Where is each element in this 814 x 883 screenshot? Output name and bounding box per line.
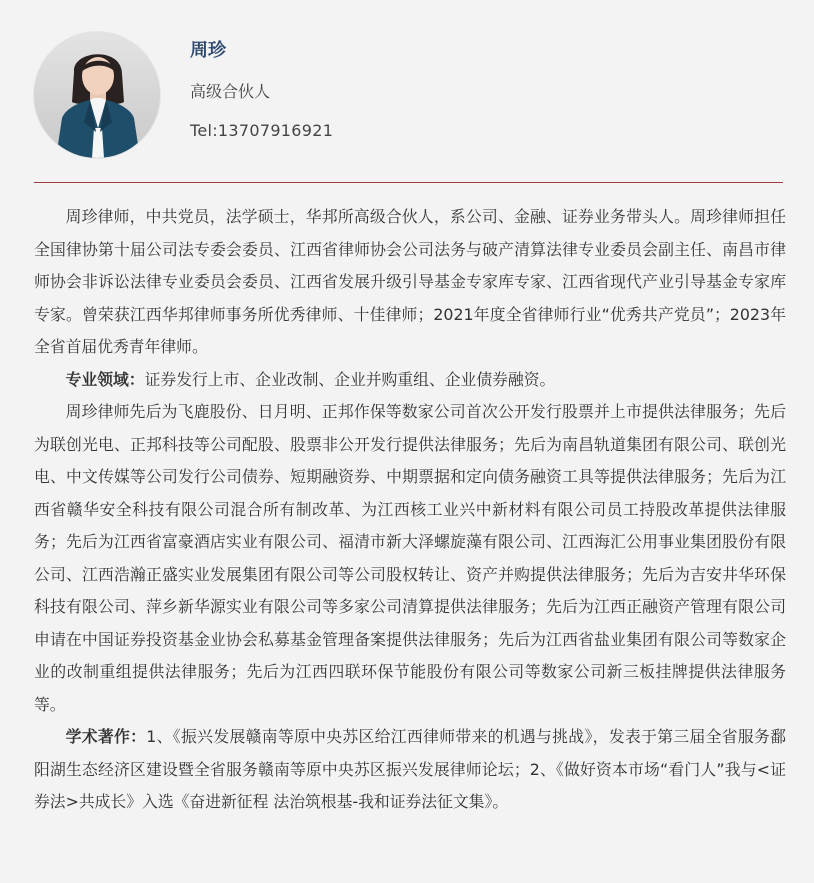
profile-title: 高级合伙人 <box>190 82 271 101</box>
bio-specialty <box>34 364 786 397</box>
specialty-label: 专业领域： <box>65 369 145 389</box>
bio-experience: 周珍律师先后为飞鹿股份、日月明、正邦作保等数家公司首次公开发行股票并上市提供法律服务；先后为联创光电、正邦科技等公司配股、股票非公开发行提供法律服务；先后为南昌轨道集团有限公司、联创光电、中文传媒等公司发行公司债券、短期融资券、中期票据和定向债务融资工具等提供法律服务；先后为江西省赣华安全科技有限公司混合所有制改革、为江西核工业兴中新材料有限公司员工持股改革提供法律服务；先后为江西省富豪酒店实业有限公司、福清市新大泽螺旋藻有限公司、江西海汇公用事业集团股份有限公司、江西浩瀚正盛实业发展集团有限公司等公司股权转让、资产并购提供法律服务；先后为吉安井华环保科技有限公司、萍乡新华源实业有限公司等多家公司清算提供法律服务；先后为江西正融资产管理有限公司申请在中国证券投资基金业协会私募基金管理备案提供法律服务；先后为江西省盐业集团有限公司等数家企业的改制重组提供法律服务；先后为江西四联环保节能股份有限公司等数家公司新三板挂牌提供法律服务等。 <box>34 402 786 714</box>
profile-name: 周珍 <box>190 40 226 61</box>
avatar <box>34 32 160 158</box>
bio-works <box>34 721 786 819</box>
bio-intro: 周珍律师，中共党员，法学硕士，华邦所高级合伙人，系公司、金融、证券业务带头人。周珍律师担任全国律协第十届公司法专委会委员、江西省律师协会公司法务与破产清算法律专业委员会副主任、南昌市律师协会非诉讼法律专业委员会委员、江西省发展升级引导基金专家库专家、江西省现代产业引导基金专家库专家。曾荣获江西华邦律师事务所优秀律师、十佳律师；2021年度全省律师行业“优秀共产党员”；2023年全省首届优秀青年律师。 <box>34 207 786 356</box>
works-text: 1、《振兴发展赣南等原中央苏区给江西律师带来的机遇与挑战》，发表于第三届全省服务鄱阳湖生态经济区建设暨全省服务赣南等原中央苏区振兴发展律师论坛；2、《做好资本市场“看门人”我与<证券法>共成长》入选《奋进新征程 法治筑根基-我和证券法征文集》。 <box>34 727 786 811</box>
works-label: 学术著作： <box>65 727 147 746</box>
specialty-text: 证券发行上市、企业改制、企业并购重组、企业债券融资。 <box>144 369 556 389</box>
portrait-photo <box>34 32 160 158</box>
profile-phone: Tel:13707916921 <box>190 121 334 140</box>
section-divider <box>34 182 783 183</box>
profile-header <box>190 38 333 143</box>
profile-bio <box>34 201 786 819</box>
